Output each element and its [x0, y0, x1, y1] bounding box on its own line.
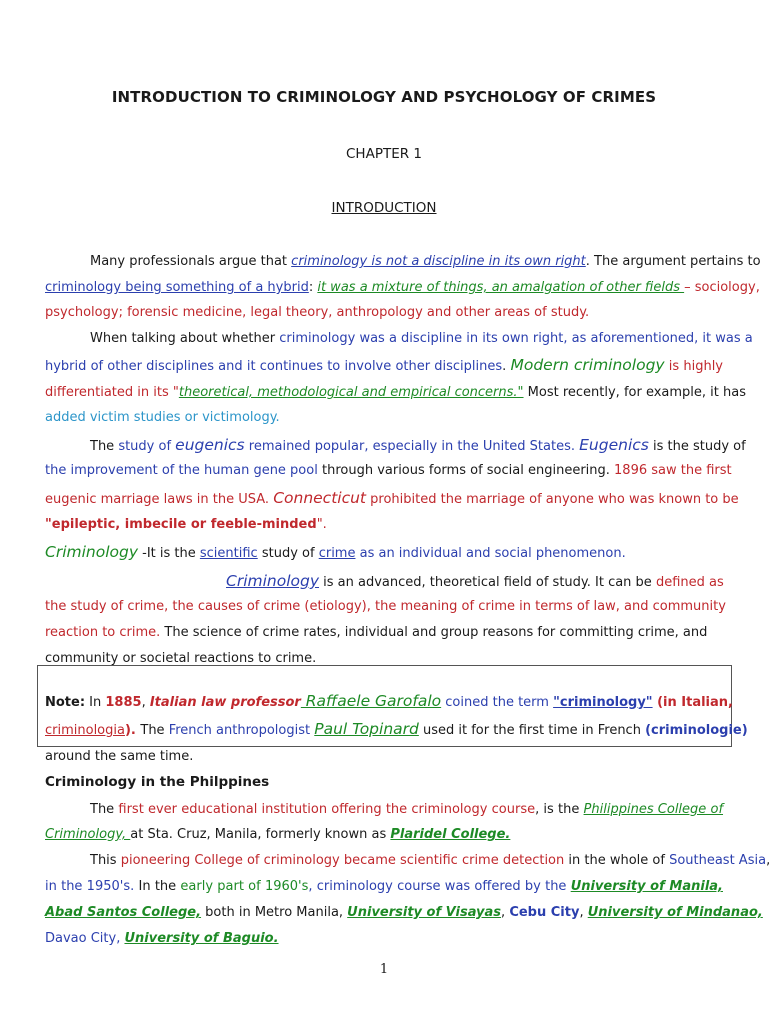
text-run: Criminology, [45, 827, 131, 842]
text-run: ). [124, 723, 141, 738]
text-run: Most recently, for example, it has [523, 385, 746, 400]
text-run: : [308, 280, 318, 295]
text-run: 1896 saw the first [614, 463, 732, 478]
text-run: "epileptic, imbecile or feeble-minded [45, 517, 317, 532]
paragraph-3-line-4 [45, 516, 723, 534]
text-run: In the [134, 879, 181, 894]
text-run: University of Baguio. [124, 931, 279, 946]
text-run: criminology was a discipline in its own right, as aforementioned, it was a [279, 331, 753, 346]
text-run: , [766, 853, 770, 868]
text-run: differentiated in its " [45, 385, 179, 400]
text-run: early part of 1960's [180, 879, 309, 894]
paragraph-5-line-2 [45, 826, 723, 844]
link-scientific[interactable]: scientific [199, 546, 258, 561]
text-run: Abad Santos College, [45, 905, 202, 920]
text-run: , [501, 905, 510, 920]
note-line-3: around the same time. [45, 749, 194, 764]
text-run: pioneering College of criminology became scientific crime detection [120, 853, 565, 868]
note-line-1 [45, 692, 733, 712]
text-run: University of Visayas [347, 905, 502, 920]
paragraph-6-line-1 [90, 852, 770, 870]
note-line-2 [45, 720, 748, 740]
text-run: -It is the [138, 546, 200, 561]
note-label: Note: [45, 695, 86, 710]
text-run: Southeast Asia [669, 853, 767, 868]
paragraph-3-line-2 [45, 462, 732, 480]
link-crime[interactable]: crime [318, 546, 356, 561]
paragraph-6-line-2 [45, 878, 723, 896]
paragraph-3-line-1 [90, 436, 746, 456]
text-run: is the study of [648, 439, 746, 454]
text-run: prohibited the marriage of anyone who was known to be [366, 492, 739, 507]
paragraph-4-line-3 [45, 624, 723, 642]
text-run: study of [118, 439, 176, 454]
text-run: used it for the first time in French [418, 723, 646, 738]
paragraph-1-line-1 [90, 253, 761, 271]
paragraph-1-line-2 [45, 279, 760, 297]
text-run: theoretical, methodological and empirical concerns." [178, 385, 524, 400]
introduction-heading: INTRODUCTION [331, 200, 437, 216]
text-run: is highly [664, 359, 723, 374]
text-run: in the whole of [564, 853, 670, 868]
text-run: . [502, 359, 511, 374]
text-run: (in Italian, [652, 695, 733, 710]
chapter-heading: CHAPTER 1 [346, 146, 422, 162]
document-title: INTRODUCTION TO CRIMINOLOGY AND PSYCHOLOGY OF CRIMES [111, 88, 657, 106]
text-run: the improvement of the human gene pool [45, 463, 318, 478]
text-run: in the 1950's. [45, 879, 135, 894]
text-run: The [90, 802, 119, 817]
text-run: 1885 [105, 695, 142, 710]
text-run: Cebu City [509, 905, 580, 920]
text-run: University of Mindanao, [587, 905, 763, 920]
text-run: Italian law professor [149, 695, 301, 710]
paragraph-1-line-3: psychology; forensic medicine, legal theory, anthropology and other areas of study. [45, 305, 590, 320]
text-run: at Sta. Cruz, Manila, formerly known as [130, 827, 391, 842]
text-run: hybrid of other disciplines and it continues to involve other disciplines [45, 359, 503, 374]
link-criminologia[interactable]: criminologia [45, 723, 125, 738]
link-criminology[interactable]: "criminology" [553, 695, 653, 710]
text-run: , is the [535, 802, 584, 817]
text-run: French anthropologist [168, 723, 315, 738]
text-run: Eugenics [579, 436, 649, 454]
text-run: , [579, 905, 588, 920]
text-run: Raffaele Garofalo [300, 692, 442, 710]
paragraph-3-line-3 [45, 489, 739, 509]
paragraph-2-line-3 [45, 384, 746, 402]
text-run: Plaridel College. [390, 827, 511, 842]
text-run: coined the term [441, 695, 554, 710]
text-run: Criminology [45, 543, 139, 561]
paragraph-6-line-4 [45, 930, 723, 948]
paragraph-2-line-1 [90, 330, 753, 348]
paragraph-2-line-4: added victim studies or victimology. [45, 410, 280, 425]
text-run: . The argument pertains to [585, 254, 761, 269]
paragraph-5-line-1 [90, 801, 723, 819]
text-run: as an individual and social phenomenon. [355, 546, 626, 561]
text-run: criminology is not a discipline in its own right [291, 254, 586, 269]
text-run: , [141, 695, 150, 710]
text-run: , criminology course was offered by the [308, 879, 571, 894]
text-run: criminology being something of a hybrid [45, 280, 309, 295]
text-run: ". [316, 517, 327, 532]
text-run: both in Metro Manila, [201, 905, 348, 920]
paragraph-4-line-1 [226, 572, 723, 592]
paragraph-2-line-2 [45, 356, 723, 376]
text-run: remained popular, especially in the United States. [244, 439, 580, 454]
paragraph-4-line-4: community or societal reactions to crime. [45, 651, 317, 666]
text-run: eugenics [175, 436, 245, 454]
text-run: The [90, 439, 119, 454]
paragraph-6-line-3 [45, 904, 763, 922]
paragraph-4-line-2: the study of crime, the causes of crime (etiology), the meaning of crime in terms of law, and community [45, 599, 726, 614]
text-run: is an advanced, theoretical field of study. It can be [319, 575, 656, 590]
text-run: Paul Topinard [314, 720, 419, 738]
text-run: When talking about whether [90, 331, 280, 346]
definition-line [45, 543, 723, 563]
text-run: Modern criminology [510, 356, 665, 374]
text-run: The [140, 723, 169, 738]
text-run: Philippines College of [583, 802, 724, 817]
text-run: defined as [655, 575, 724, 590]
text-run: first ever educational institution offering the criminology course [118, 802, 536, 817]
text-run: Many professionals argue that [90, 254, 292, 269]
text-run: reaction to crime. [45, 625, 161, 640]
text-run: study of [257, 546, 319, 561]
text-run: (criminologie) [645, 723, 748, 738]
text-run: University of Manila, [570, 879, 723, 894]
text-run: Davao City, [45, 931, 125, 946]
text-run: The science of crime rates, individual and group reasons for committing crime, and [160, 625, 708, 640]
text-run: This [90, 853, 121, 868]
text-run: – sociology, [684, 280, 760, 295]
text-run: Connecticut [273, 489, 367, 507]
text-run: through various forms of social engineering. [317, 463, 615, 478]
text-run: In [85, 695, 106, 710]
page-number: 1 [379, 962, 389, 977]
text-run: Criminology [226, 572, 320, 590]
section-heading: Criminology in the Philppines [45, 774, 270, 790]
text-run: it was a mixture of things, an amalgation of other fields [317, 280, 685, 295]
text-run: eugenic marriage laws in the USA. [45, 492, 274, 507]
